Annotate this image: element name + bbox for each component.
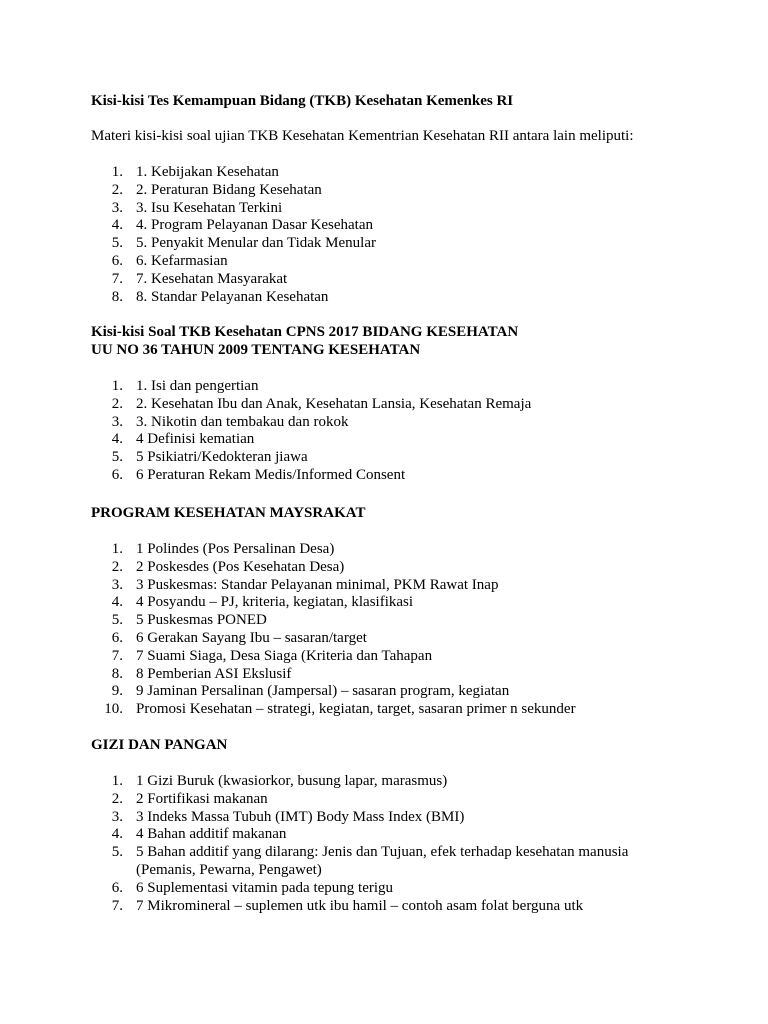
- list-item: 8. 8. Standar Pelayanan Kesehatan: [111, 288, 329, 305]
- list-item: 7. 7 Mikromineral – suplemen utk ibu hamil – contoh asam folat berguna utk: [111, 897, 584, 914]
- list-item: 3. 3. Isu Kesehatan Terkini: [111, 199, 283, 216]
- list-item: 3. 3. Nikotin dan tembakau dan rokok: [111, 413, 349, 430]
- list-item: 3. 3 Indeks Massa Tubuh (IMT) Body Mass Index (BMI): [111, 808, 465, 825]
- list-item: 5. 5. Penyakit Menular dan Tidak Menular: [111, 235, 376, 252]
- list-gizi-pangan: [91, 773, 628, 915]
- list-program-kesehatan: [91, 541, 576, 719]
- document-title: Kisi-kisi Tes Kemampuan Bidang (TKB) Kesehatan Kemenkes RI: [91, 93, 514, 109]
- list-item: 1. 1. Isi dan pengertian: [111, 378, 259, 394]
- list-item: 2. 2 Fortifikasi makanan: [111, 790, 268, 807]
- list-item: 1. 1 Polindes (Pos Persalinan Desa): [111, 541, 335, 557]
- list-uu-kesehatan: [91, 378, 531, 485]
- list-item: 7. 7. Kesehatan Masyarakat: [111, 270, 288, 287]
- list-item: 3. 3 Puskesmas: Standar Pelayanan minimal, PKM Rawat Inap: [111, 576, 499, 593]
- list-item: 10. Promosi Kesehatan – strategi, kegiatan, target, sasaran primer n sekunder: [104, 701, 576, 718]
- list-item: 5. 5 Psikiatri/Kedokteran jiawa: [111, 449, 308, 466]
- list-item: 4. 4 Posyandu – PJ, kriteria, kegiatan, klasifikasi: [111, 594, 414, 611]
- list-item: 4. 4 Definisi kematian: [111, 431, 255, 448]
- list-item: 6. 6. Kefarmasian: [111, 252, 228, 269]
- section-heading-line: UU NO 36 TAHUN 2009 TENTANG KESEHATAN: [91, 341, 421, 358]
- section-heading-program: PROGRAM KESEHATAN MAYSRAKAT: [91, 505, 366, 521]
- list-item: 2. 2. Peraturan Bidang Kesehatan: [111, 181, 322, 198]
- list-item: 4. 4 Bahan additif makanan: [111, 826, 287, 843]
- list-kisi-kisi-materi: [91, 164, 376, 306]
- list-item: 8. 8 Pemberian ASI Ekslusif: [111, 665, 292, 682]
- list-item: 1. 1 Gizi Buruk (kwasiorkor, busung lapar, marasmus): [111, 773, 448, 789]
- section-heading-gizi: GIZI DAN PANGAN: [91, 737, 228, 753]
- list-item: 9. 9 Jaminan Persalinan (Jampersal) – sasaran program, kegiatan: [111, 683, 510, 700]
- list-item: 2. 2 Poskesdes (Pos Kesehatan Desa): [111, 558, 345, 575]
- list-item: 5. 5 Bahan additif yang dilarang: Jenis dan Tujuan, efek terhadap kesehatan manusia (Pemanis, Pewarna, Pengawet): [111, 844, 629, 878]
- list-item: 6. 6 Gerakan Sayang Ibu – sasaran/target: [111, 629, 367, 646]
- list-item: 1. 1. Kebijakan Kesehatan: [111, 164, 279, 180]
- section-heading-uu: [91, 324, 518, 360]
- list-item: 4. 4. Program Pelayanan Dasar Kesehatan: [111, 217, 373, 234]
- list-item: 6. 6 Peraturan Rekam Medis/Informed Consent: [111, 466, 406, 483]
- list-item: 6. 6 Suplementasi vitamin pada tepung terigu: [111, 879, 394, 896]
- list-item: 5. 5 Puskesmas PONED: [111, 612, 267, 629]
- section-heading-line: Kisi-kisi Soal TKB Kesehatan CPNS 2017 BIDANG KESEHATAN: [91, 324, 519, 340]
- list-item: 7. 7 Suami Siaga, Desa Siaga (Kriteria dan Tahapan: [111, 647, 433, 664]
- list-item: 2. 2. Kesehatan Ibu dan Anak, Kesehatan Lansia, Kesehatan Remaja: [111, 395, 532, 412]
- intro-paragraph: Materi kisi-kisi soal ujian TKB Kesehatan Kementrian Kesehatan RII antara lain meliputi:: [91, 128, 634, 144]
